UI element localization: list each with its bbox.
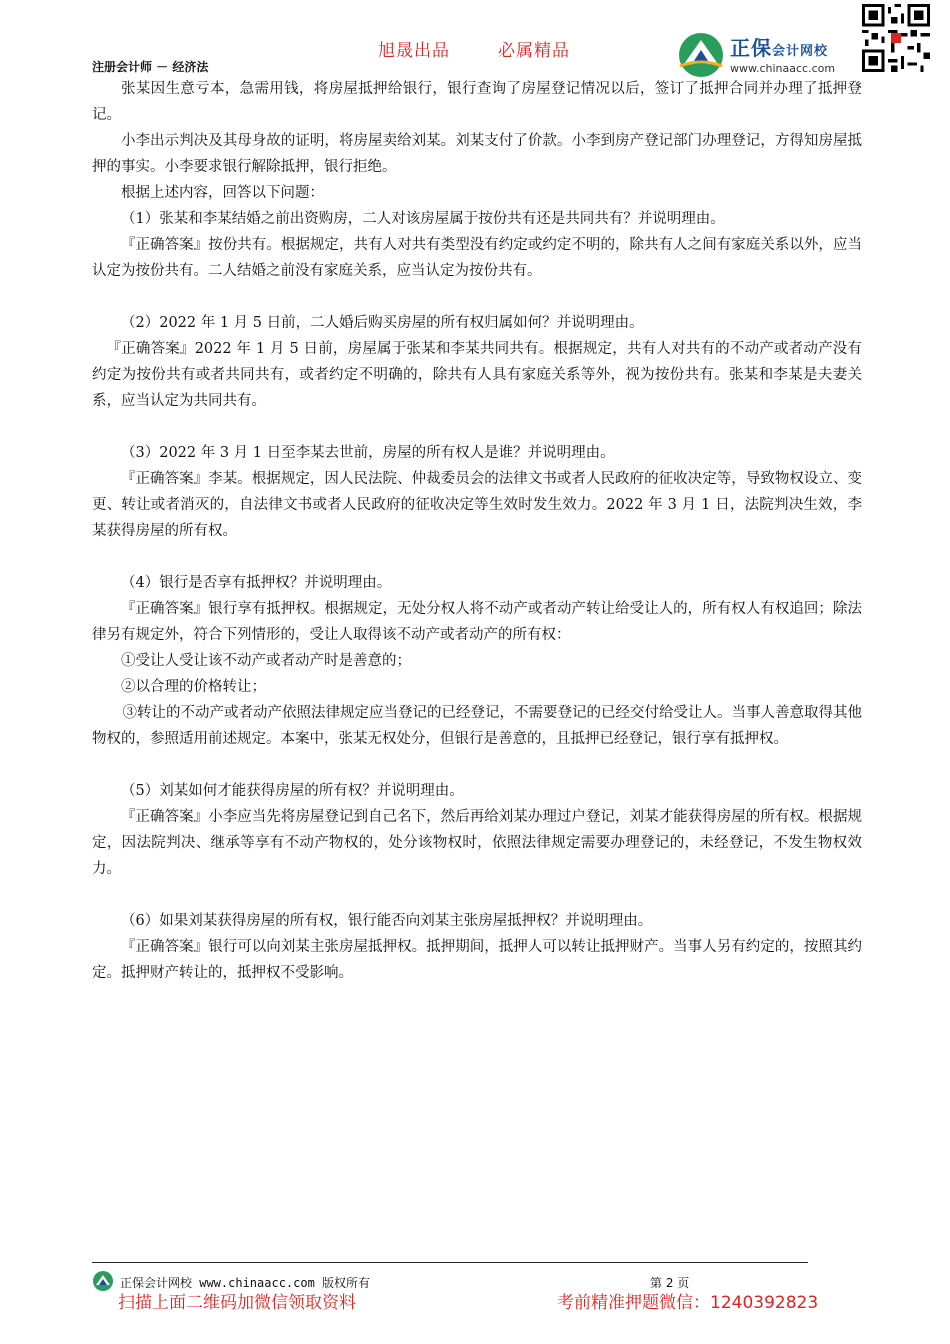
case-paragraph-1: 张某因生意亏本，急需用钱，将房屋抵押给银行，银行查询了房屋登记情况以后，签订了抵押合同并办理了抵押登记。 <box>92 81 862 123</box>
chinaacc-logo <box>676 30 856 80</box>
logo-emblem-icon <box>676 30 726 80</box>
qr-code-icon[interactable] <box>862 4 930 72</box>
answer-4-item-3: ③转让的不动产或者动产依照法律规定应当登记的已经登记，不需要登记的已经交付给受让人。当事人善意取得其他物权的，参照适用前述规定。本案中，张某无权处分，但银行是善意的，且抵押已经登记，银行享有抵押权。 <box>92 705 862 747</box>
document-body <box>92 76 862 986</box>
answer-1: 『正确答案』按份共有。根据规定，共有人对共有类型没有约定或约定不明的，除共有人之间有家庭关系以外，应当认定为按份共有。二人结婚之前没有家庭关系，应当认定为按份共有。 <box>92 237 862 279</box>
question-3: （3）2022 年 3 月 1 日至李某去世前，房屋的所有权人是谁？并说明理由。 <box>121 445 615 461</box>
question-1: （1）张某和李某结婚之前出资购房，二人对该房屋属于按份共有还是共同共有？并说明理由。 <box>121 211 725 227</box>
question-4: （4）银行是否享有抵押权？并说明理由。 <box>121 575 392 591</box>
answer-3: 『正确答案』李某。根据规定，因人民法院、仲裁委员会的法律文书或者人民政府的征收决定等，导致物权设立、变更、转让或者消灭的，自法律文书或者人民政府的征收决定等生效时发生效力。2022 年 3 月 1 日，法院判决生效，李某获得房屋的所有权。 <box>92 471 862 539</box>
logo-url: www.chinaacc.com <box>730 62 836 75</box>
case-paragraph-2: 小李出示判决及其母身故的证明，将房屋卖给刘某。刘某支付了价款。小李到房产登记部门办理登记，方得知房屋抵押的事实。小李要求银行解除抵押，银行拒绝。 <box>92 133 862 175</box>
logo-name: 正保 <box>730 36 772 60</box>
question-6: （6）如果刘某获得房屋的所有权，银行能否向刘某主张房屋抵押权？并说明理由。 <box>121 913 653 929</box>
answer-2: 『正确答案』2022 年 1 月 5 日前，房屋属于张某和李某共同共有。根据规定，共有人对共有的不动产或者动产没有约定为按份共有或者共同共有，或者约定不明确的，除共有人具有家庭关系等外，视为按份共有。张某和李某是夫妻关系，应当认定为共同共有。 <box>92 341 862 409</box>
promo-left: 扫描上面二维码加微信领取资料 <box>118 1293 356 1313</box>
footer-logo-icon <box>92 1270 114 1292</box>
question-2: （2）2022 年 1 月 5 日前，二人婚后购买房屋的所有权归属如何？并说明理由。 <box>121 315 644 331</box>
brand-right-text: 必属精品 <box>498 41 570 61</box>
page-number: 第 2 页 <box>650 1276 690 1290</box>
question-5: （5）刘某如何才能获得房屋的所有权？并说明理由。 <box>121 783 464 799</box>
logo-sub: 会计网校 <box>772 44 829 59</box>
answer-4-item-2: ②以合理的价格转让； <box>121 679 266 695</box>
answer-4: 『正确答案』银行享有抵押权。根据规定，无处分权人将不动产或者动产转让给受让人的，所有权人有权追回；除法律另有规定外，符合下列情形的，受让人取得该不动产或者动产的所有权： <box>92 601 862 643</box>
answer-6: 『正确答案』银行可以向刘某主张房屋抵押权。抵押期间，抵押人可以转让抵押财产。当事人另有约定的，按照其约定。抵押财产转让的，抵押权不受影响。 <box>92 939 862 981</box>
answer-5: 『正确答案』小李应当先将房屋登记到自己名下，然后再给刘某办理过户登记，刘某才能获得房屋的所有权。根据规定，因法院判决、继承等享有不动产物权的，处分该物权时，依照法律规定需要办理登记的，未经登记，不发生物权效力。 <box>92 809 862 877</box>
answer-4-item-1: ①受让人受让该不动产或者动产时是善意的； <box>121 653 411 669</box>
case-prompt: 根据上述内容，回答以下问题： <box>121 185 324 201</box>
promo-right: 考前精准押题微信：1240392823 <box>557 1293 819 1313</box>
footer-copyright: 正保会计网校 www.chinaacc.com 版权所有 <box>120 1276 371 1290</box>
doc-title: 注册会计师 － 经济法 <box>92 60 209 74</box>
brand-left-text: 旭晟出品 <box>378 41 450 61</box>
footer-divider <box>92 1262 808 1263</box>
